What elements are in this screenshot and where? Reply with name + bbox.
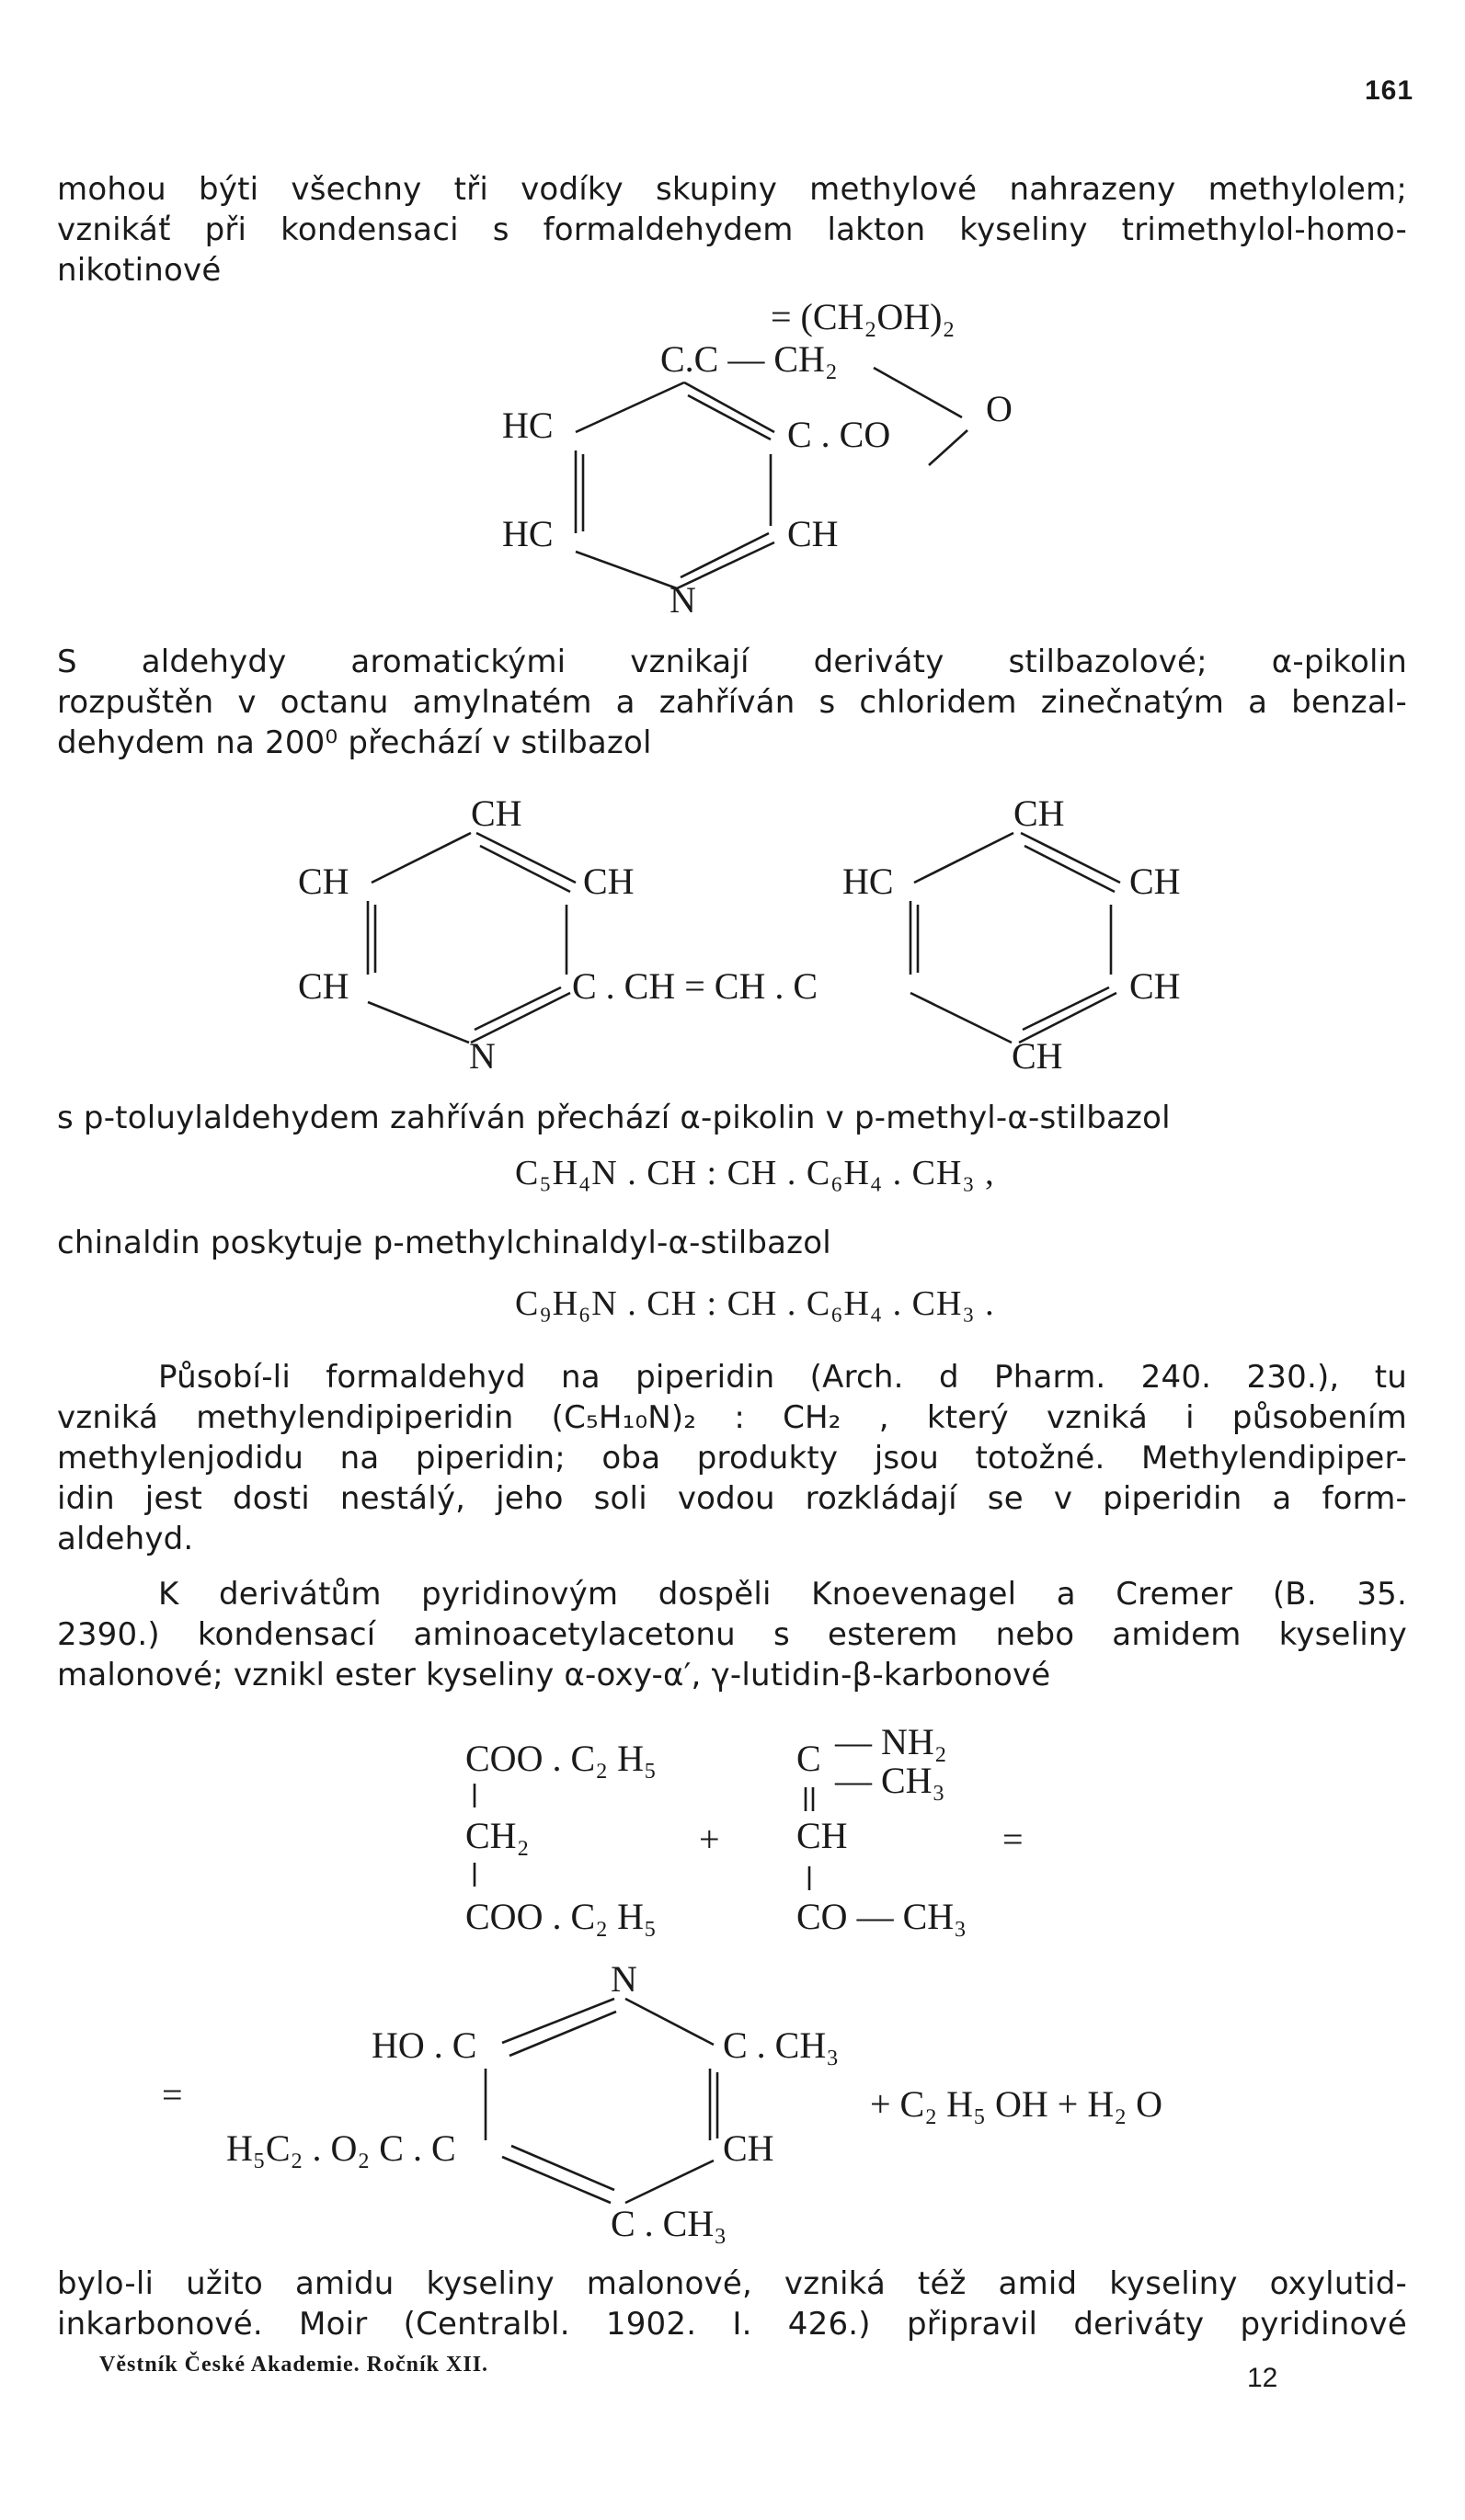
struct2-n: N (469, 1035, 496, 1077)
paragraph-7 (57, 2263, 1407, 2344)
struct3-c: C (796, 1738, 821, 1779)
struct1-hc1: HC (502, 405, 554, 446)
struct3-ch: CH (796, 1815, 848, 1856)
paragraph-3-line: s p-toluylaldehydem zahříván přechází α-pikolin v p-methyl-α-stilbazol (57, 1100, 1171, 1136)
struct3-co-ch3: CO — CH₃ (796, 1896, 967, 1937)
struct3-ch2: CH₂ (465, 1815, 530, 1856)
struct2-ch-l2: CH (583, 861, 635, 902)
struct3-coo1: COO . C₂ H₅ (465, 1738, 657, 1779)
struct3-ester-c: H₅C₂ . O₂ C . C (226, 2127, 456, 2169)
paragraph-1-line: nikotinové (57, 252, 222, 289)
paragraph-6-line: malonové; vznikl ester kyseliny α-oxy-α′, γ-lutidin-β-karbonové (57, 1657, 1051, 1693)
page-number: 161 (1365, 75, 1414, 106)
struct3-equals-1: = (1002, 1819, 1024, 1860)
paragraph-2-line: S aldehydy aromatickými vznikají deriváty stilbazolové; α-pikolin (57, 644, 1407, 680)
paragraph-5-line: vzniká methylendipiperidin (C₅H₁₀N)₂ : CH₂ , který vzniká i působením (57, 1399, 1407, 1436)
paragraph-6-line: K derivátům pyridinovým dospěli Knoevenagel a Cremer (B. 35. (158, 1576, 1407, 1613)
struct3-c-ch3-1: C . CH₃ (723, 2024, 840, 2066)
paragraph-5-line: idin jest dosti nestálý, jeho soli vodou rozkládají se v piperidin a form- (57, 1480, 1407, 1517)
struct3-plus: + (699, 1819, 720, 1860)
struct2-ch-l1: CH (298, 861, 349, 902)
paragraph-6-line: 2390.) kondensací aminoacetylacetonu s esterem nebo amidem kyseliny (57, 1616, 1407, 1653)
paragraph-5-line: aldehyd. (57, 1521, 194, 1557)
paragraph-5-line: methylenjodidu na piperidin; oba produkty jsou totožné. Methylendipiper- (57, 1440, 1407, 1477)
paragraph-5-line: Působí-li formaldehyd na piperidin (Arch. d Pharm. 240. 230.), tu (158, 1359, 1407, 1396)
struct1-n: N (670, 579, 696, 621)
struct2-ch-r1: CH (1129, 861, 1181, 902)
struct2-ch-top-left: CH (471, 792, 522, 834)
struct3-ring-bonds (486, 1999, 717, 2203)
paragraph-2-line: rozpuštěn v octanu amylnatém a zahříván s chloridem zinečnatým a benzal- (57, 684, 1407, 721)
struct2-hc-r: HC (842, 861, 894, 902)
journal-footer: Věstník České Akademie. Ročník XII. (99, 2353, 489, 2377)
struct2-ch-r2: CH (1129, 965, 1181, 1007)
struct3-ch-r: CH (723, 2127, 774, 2169)
struct2-ch-l3: CH (298, 965, 349, 1007)
struct1-cc: C.C — CH₂ (660, 338, 838, 380)
paragraph-7-line: bylo-li užito amidu kyseliny malonové, vzniká též amid kyseliny oxylutid- (57, 2265, 1407, 2302)
formula-1: C₅H₄N . CH : CH . C₆H₄ . CH₃ , (515, 1154, 995, 1192)
struct1-ch: CH (787, 513, 839, 554)
struct3-coo2: COO . C₂ H₅ (465, 1896, 657, 1937)
struct2-ch-bottom: CH (1012, 1035, 1063, 1077)
struct2-ch-top-right: CH (1013, 792, 1065, 834)
struct3-nh2: — NH₂ (835, 1721, 947, 1762)
struct1-o: O (986, 388, 1013, 429)
struct3-ho-c: HO . C (372, 2024, 477, 2066)
struct2-bridge: C . CH = CH . C (572, 965, 818, 1007)
paragraph-1-line: vznikáť při kondensaci s formaldehydem lakton kyseliny trimethylol-homo- (57, 211, 1407, 248)
struct1-cco: C . CO (787, 414, 891, 455)
signature-mark: 12 (1247, 2363, 1278, 2393)
struct3-c-ch3-2: C . CH₃ (611, 2203, 727, 2244)
paragraph-4-line: chinaldin poskytuje p-methylchinaldyl-α-stilbazol (57, 1225, 831, 1261)
paragraph-7-line: inkarbonové. Moir (Centralbl. 1902. I. 426.) připravil deriváty pyridinové (57, 2306, 1407, 2343)
struct3-ch3: — CH₃ (835, 1760, 945, 1801)
struct1-hc2: HC (502, 513, 554, 554)
paragraph-1-line: mohou býti všechny tři vodíky skupiny methylové nahrazeny methylolem; (57, 171, 1407, 208)
struct3-n: N (611, 1958, 637, 2000)
paragraph-2-line: dehydem na 200⁰ přechází v stilbazol (57, 724, 652, 761)
struct3-equals-2: = (162, 2074, 183, 2115)
struct1-top: = (CH₂OH)₂ (771, 296, 956, 337)
struct3-products: + C₂ H₅ OH + H₂ O (870, 2083, 1163, 2125)
formula-2: C₉H₆N . CH : CH . C₆H₄ . CH₃ . (515, 1284, 995, 1323)
